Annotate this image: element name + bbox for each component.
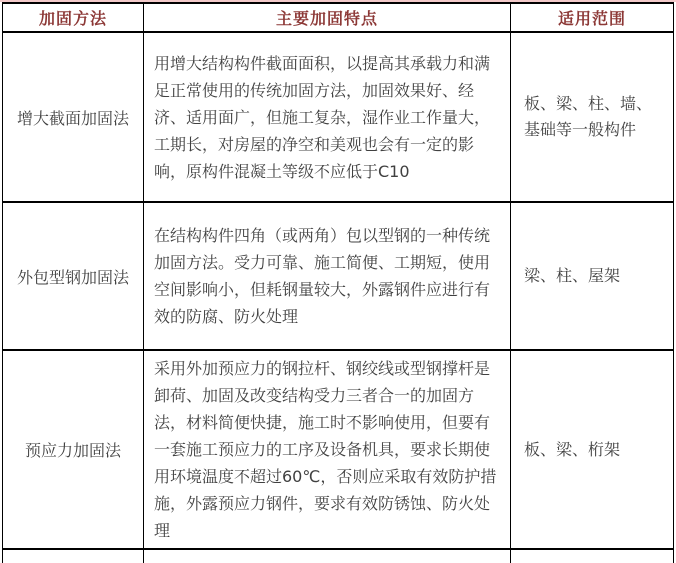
column-header-features: 主要加固特点 xyxy=(144,3,511,32)
scope-cell: 板、梁、柱、墙、基础等一般构件 xyxy=(511,32,674,202)
scope-cell: 板、梁、桁架 xyxy=(511,350,674,549)
table-row xyxy=(3,32,674,202)
method-name-cell: 外包型钢加固法 xyxy=(3,202,144,350)
scope-cell xyxy=(511,549,674,563)
column-header-method: 加固方法 xyxy=(3,3,144,32)
scope-cell: 梁、柱、屋架 xyxy=(511,202,674,350)
column-header-scope: 适用范围 xyxy=(511,3,674,32)
method-name-cell: 预应力加固法 xyxy=(3,350,144,549)
table-row-partial xyxy=(3,549,674,563)
features-cell: 在结构构件四角（或两角）包以型钢的一种传统加固方法。受力可靠、施工简便、工期短，使用空间影响小，但耗钢量较大，外露钢件应进行有效的防腐、防火处理 xyxy=(144,202,511,350)
table-header-row xyxy=(3,3,674,32)
method-name-cell xyxy=(3,549,144,563)
table-row xyxy=(3,350,674,549)
features-cell xyxy=(144,549,511,563)
top-accent-line xyxy=(0,0,676,2)
method-name-cell: 增大截面加固法 xyxy=(3,32,144,202)
table-row xyxy=(3,202,674,350)
features-cell: 采用外加预应力的钢拉杆、钢绞线或型钢撑杆是卸荷、加固及改变结构受力三者合一的加固方法，材料简便快捷，施工时不影响使用，但要有一套施工预应力的工序及设备机具，要求长期使用环境温度不超过60℃，否则应采取有效防护措施，外露预应力钢件，要求有效防锈蚀、防火处理 xyxy=(144,350,511,549)
features-cell: 用增大结构构件截面面积，以提高其承载力和满足正常使用的传统加固方法，加固效果好、经济、适用面广，但施工复杂，湿作业工作量大，工期长，对房屋的净空和美观也会有一定的影响，原构件混凝土等级不应低于C10 xyxy=(144,32,511,202)
reinforcement-methods-table xyxy=(2,2,674,563)
